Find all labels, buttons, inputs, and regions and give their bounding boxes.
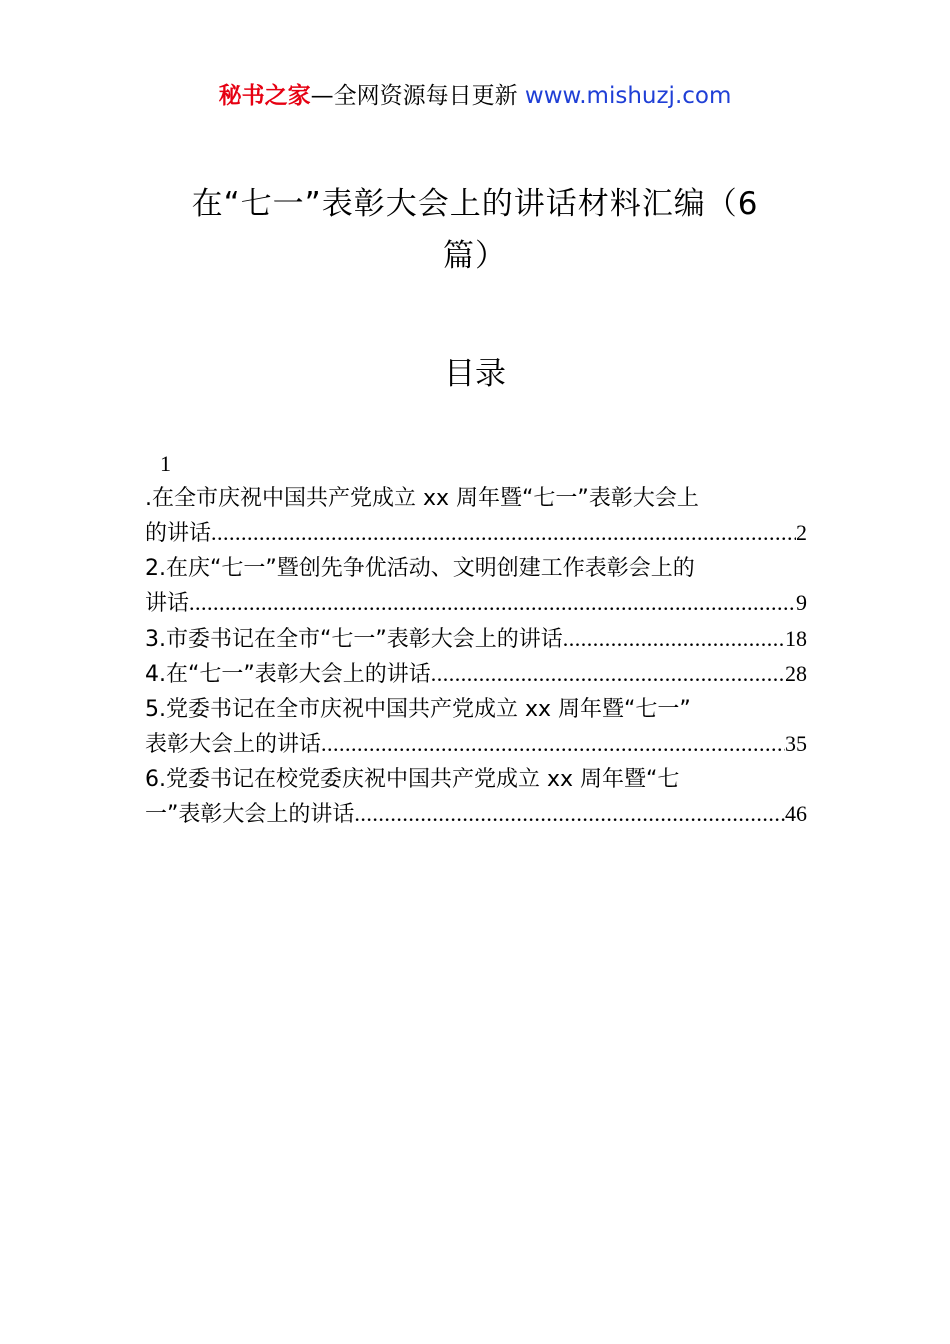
toc-entry[interactable] [145,622,807,658]
toc-leader-dots [431,657,785,692]
toc-entry-last-line [145,516,807,552]
toc-entry[interactable] [145,552,807,622]
toc-page-number: 46 [785,801,807,826]
document-title [140,178,810,282]
toc-entry-text: 讲话 [145,591,190,616]
toc-entry-last-line [145,586,807,622]
toc-first-number: 1 [160,451,171,476]
toc-leader-dots [189,586,796,621]
toc-entry-text: 表彰大会上的讲话 [145,732,322,757]
toc-entry-line: 5.党委书记在全市庆祝中国共产党成立 xx 周年暨“七一” [145,696,691,722]
toc-page-number: 18 [785,625,807,651]
table-of-contents [145,447,807,833]
toc-entry[interactable] [145,657,807,693]
toc-entry-line: .在全市庆祝中国共产党成立 xx 周年暨“七一”表彰大会上 [145,485,699,511]
toc-page-number: 2 [796,520,807,545]
toc-entry-last-line [145,622,807,658]
toc-entry-line: 6.党委书记在校党委庆祝中国共产党成立 xx 周年暨“七 [145,766,680,792]
toc-page-number: 9 [796,590,807,615]
brand-name: 秘书之家 [218,83,311,109]
toc-entry-text: 一”表彰大会上的讲话 [145,802,355,827]
toc-entry[interactable] [145,763,807,833]
toc-leader-dots [211,516,796,551]
toc-entry-text: 3.市委书记在全市“七一”表彰大会上的讲话 [145,626,563,652]
toc-page-number: 35 [785,731,807,756]
toc-entry-line: 2.在庆“七一”暨创先争优活动、文明创建工作表彰会上的 [145,555,695,581]
toc-leader-dots [321,727,785,762]
toc-entry[interactable] [145,482,807,552]
toc-leader-dots [563,622,785,657]
toc-entry-last-line [145,657,807,693]
toc-leader-dots [354,797,785,832]
toc-entry[interactable] [145,693,807,763]
toc-entry-last-line [145,727,807,763]
toc-entry-text: 的讲话 [145,521,212,546]
toc-page-number: 28 [785,661,807,686]
site-url-link[interactable]: www.mishuzj.com [524,83,732,109]
toc-entry-text: 4.在“七一”表彰大会上的讲话 [145,662,431,687]
toc-entry-last-line [145,797,807,833]
toc-heading: 目录 [444,356,506,392]
document-title-line-1: 在“七一”表彰大会上的讲话材料汇编（6 [191,186,759,222]
site-header [0,80,950,112]
header-tagline: —全网资源每日更新 [310,83,518,109]
document-title-line-2: 篇） [443,238,507,274]
